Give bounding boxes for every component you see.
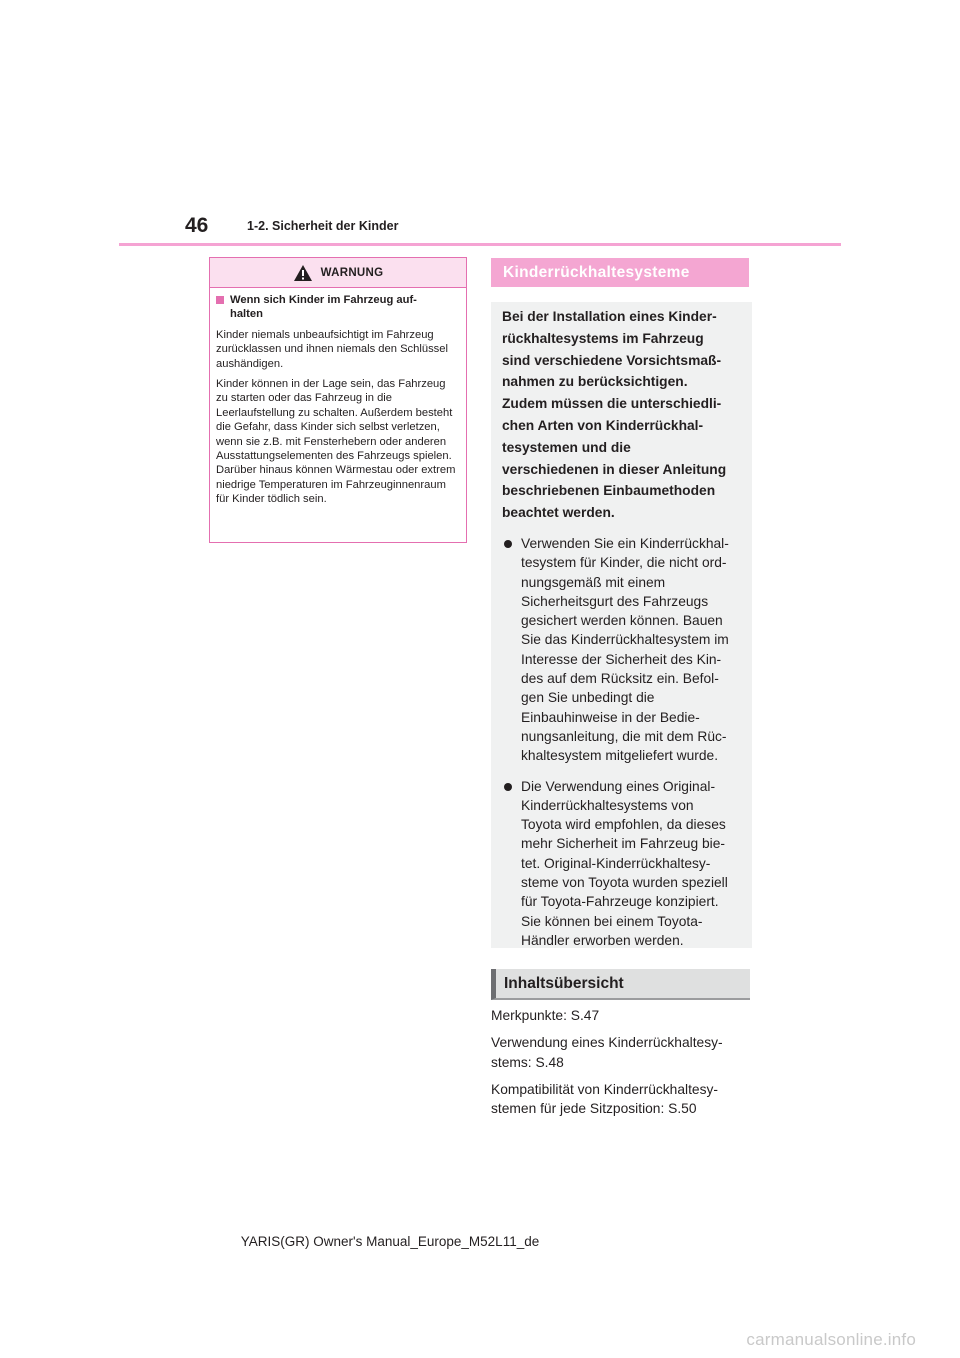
- list-item: [502, 777, 742, 951]
- bullet-dot-icon: [504, 540, 512, 548]
- intro-line: verschiedenen in dieser Anleitung: [502, 461, 727, 477]
- warning-label: WARNUNG: [320, 266, 384, 279]
- summary-heading: Inhaltsübersicht: [491, 969, 750, 1000]
- list-line: Sie das Kinderrückhaltesystem im: [521, 632, 729, 648]
- warning-bullet: [216, 293, 460, 322]
- intro-line: beachtet werden.: [502, 505, 615, 521]
- list-line: Sicherheitsgurt des Fahrzeugs: [521, 593, 709, 609]
- list-line: khaltesystem mitgeliefert wurde.: [521, 748, 719, 764]
- intro-line: beschriebenen Einbaumethoden: [502, 483, 716, 499]
- list-line: gen Sie unbedingt die: [521, 690, 655, 706]
- list-item-text: [521, 534, 729, 766]
- intro-line: rückhaltesystems im Fahrzeug: [502, 330, 704, 346]
- list-line: mehr Sicherheit im Fahrzeug bie-: [521, 836, 725, 852]
- list-line: tet. Original-Kinderrückhaltesy-: [521, 855, 711, 871]
- list-line: Händler erworben werden.: [521, 932, 684, 948]
- watermark: carmanualsonline.info: [746, 1330, 916, 1349]
- intro-line: Bei der Installation eines Kinder-: [502, 309, 717, 324]
- intro-panel: [491, 302, 752, 948]
- list-line: nungsanleitung, die mit dem Rüc-: [521, 728, 727, 744]
- summary-item-line: Kompatibilität von Kinderrückhaltesy-: [491, 1081, 718, 1097]
- list-line: tesystem für Kinder, die nicht ord-: [521, 555, 727, 571]
- list-line: Toyota wird empfohlen, da dieses: [521, 817, 726, 833]
- summary-item-line: stems: S.48: [491, 1054, 564, 1070]
- summary-item-line: stemen für jede Sitzposition: S.50: [491, 1101, 697, 1117]
- summary-item[interactable]: Merkpunkte: S.47: [491, 1008, 600, 1023]
- intro-line: sind verschiedene Vorsichtsmaß-: [502, 352, 722, 368]
- list-line: nungsgemäß mit einem: [521, 574, 666, 590]
- intro-line: nahmen zu berücksichtigen.: [502, 374, 688, 390]
- list-line: Verwenden Sie ein Kinderrückhal-: [521, 535, 729, 551]
- bullet-dot-icon: [504, 783, 512, 791]
- list-item-text: [521, 777, 728, 951]
- summary-item[interactable]: [491, 1033, 753, 1072]
- list-line: für Toyota-Fahrzeuge konzipiert.: [521, 894, 719, 910]
- warning-bullet-line: Wenn sich Kinder im Fahrzeug auf-: [230, 294, 417, 306]
- list-line: Interesse der Sicherheit des Kin-: [521, 651, 722, 667]
- warning-body: [216, 293, 460, 513]
- intro-line: Zudem müssen die unterschiedli-: [502, 396, 722, 412]
- warning-paragraph: Kinder können in der Lage sein, das Fahrzeug zu starten oder das Fahrzeug in die Leerlaufstellung zu schalten. Außerdem besteht die Gefahr, dass Kinder sich selbst verletzen, wenn sie z.B. mit Fensterhebern oder anderen Ausstattungselementen des Fahrzeugs spielen. Darüber hinaus können Wärmestau oder extrem niedrige Temperaturen im Fahrzeuginnenraum für Kinder tödlich sein.: [216, 378, 456, 506]
- summary-item-line: Verwendung eines Kinderrückhaltesy-: [491, 1035, 723, 1051]
- intro-text: [502, 306, 742, 524]
- footer-text: YARIS(GR) Owner's Manual_Europe_M52L11_de: [240, 1234, 540, 1249]
- warning-bullet-line: halten: [230, 308, 263, 321]
- list-line: gesichert werden können. Bauen: [521, 613, 723, 629]
- list-item: [502, 534, 742, 766]
- summary-item[interactable]: [491, 1080, 753, 1119]
- list-line: Kinderrückhaltesystems von: [521, 797, 694, 813]
- warning-paragraph: Kinder niemals unbeaufsichtigt im Fahrzeug zurücklassen und ihnen niemals den Schlüssel aushändigen.: [216, 328, 448, 370]
- warning-box: [209, 257, 467, 543]
- list-line: des auf dem Rücksitz ein. Befol-: [521, 671, 719, 687]
- list-line: Einbauhinweise in der Bedie-: [521, 709, 700, 725]
- intro-line: chen Arten von Kinderrückhal-: [502, 417, 704, 433]
- section-heading: Kinderrückhaltesysteme: [491, 258, 749, 287]
- square-bullet-icon: [216, 296, 224, 304]
- list-line: steme von Toyota wurden speziell: [521, 875, 728, 891]
- list-line: Die Verwendung eines Original-: [521, 778, 716, 794]
- header-rule: [119, 243, 841, 246]
- intro-line: tesystemen und die: [502, 439, 631, 455]
- section-title: 1-2. Sicherheit der Kinder: [247, 219, 399, 233]
- summary-list: [491, 1006, 753, 1126]
- page-number: 46: [185, 214, 209, 237]
- warning-header: [210, 258, 466, 288]
- list-line: Sie können bei einem Toyota-: [521, 913, 703, 929]
- warning-triangle-icon: [293, 264, 313, 282]
- footer: [0, 1234, 960, 1249]
- warning-bullet-text: [230, 293, 417, 322]
